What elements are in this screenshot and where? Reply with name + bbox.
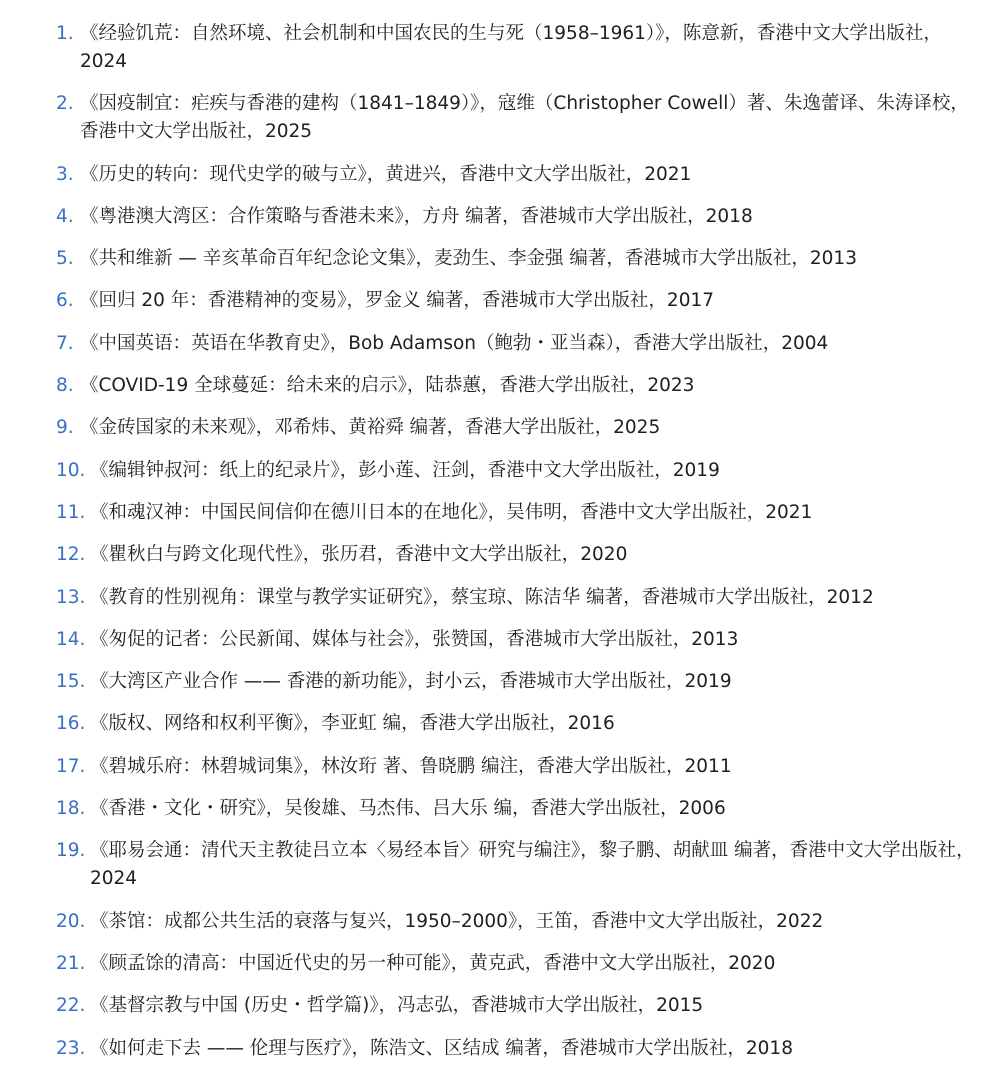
item-text: 《粤港澳大湾区：合作策略与香港未来》，方舟 编著，香港城市大学出版社，2018 (80, 205, 753, 227)
list-item (0, 626, 993, 654)
list-item (0, 668, 993, 696)
item-text: 《茶馆：成都公共生活的衰落与复兴，1950–2000》，王笛，香港中文大学出版社，2022 (90, 910, 824, 932)
item-text: 《瞿秋白与跨文化现代性》，张历君，香港中文大学出版社，2020 (90, 544, 628, 566)
item-text: 《COVID-19 全球蔓延：给未来的启示》，陆恭蕙，香港大学出版社，2023 (80, 375, 695, 397)
list-item (0, 457, 993, 485)
item-text: 《回归 20 年：香港精神的变易》，罗金义 编著，香港城市大学出版社，2017 (80, 290, 715, 312)
item-number: 14. (56, 628, 86, 650)
item-text: 《共和维新 — 辛亥革命百年纪念论文集》，麦劲生、李金强 编著，香港城市大学出版社，2013 (80, 248, 857, 270)
list-item (0, 795, 993, 823)
list-item (0, 203, 993, 231)
item-text: 《香港・文化・研究》，吴俊雄、马杰伟、吕大乐 编，香港大学出版社，2006 (90, 798, 726, 820)
item-number: 18. (56, 798, 86, 820)
item-text: 《和魂汉神：中国民间信仰在德川日本的在地化》，吴伟明，香港中文大学出版社，2021 (90, 501, 813, 523)
item-number: 2. (56, 93, 74, 115)
list-item (0, 90, 993, 146)
list-item (0, 330, 993, 358)
list-item (0, 584, 993, 612)
item-number: 4. (56, 205, 74, 227)
item-number: 16. (56, 713, 86, 735)
item-number: 7. (56, 332, 74, 354)
list-item (0, 908, 993, 936)
item-number: 10. (56, 459, 86, 481)
item-text: 《版权、网络和权利平衡》，李亚虹 编，香港大学出版社，2016 (90, 713, 615, 735)
item-text: 《因疫制宜：疟疾与香港的建构（1841–1849）》，寇维（Christopher Cowell）著、朱逸蕾译、朱涛译校，香港中文大学出版社，2025 (80, 93, 969, 143)
item-number: 23. (56, 1037, 86, 1059)
list-item (0, 20, 993, 76)
item-number: 11. (56, 501, 86, 523)
list-item (0, 541, 993, 569)
item-number: 9. (56, 417, 74, 439)
item-number: 6. (56, 290, 74, 312)
list-item (0, 372, 993, 400)
item-number: 19. (56, 840, 86, 862)
item-number: 15. (56, 671, 86, 693)
list-item (0, 837, 993, 893)
item-number: 3. (56, 163, 74, 185)
list-item (0, 245, 993, 273)
item-text: 《碧城乐府：林碧城词集》，林汝珩 著、鲁晓鹏 编注，香港大学出版社，2011 (90, 755, 732, 777)
item-text: 《中国英语：英语在华教育史》，Bob Adamson（鲍勃・亚当森），香港大学出版社，2004 (80, 332, 829, 354)
list-item (0, 287, 993, 315)
item-text: 《经验饥荒：自然环境、社会机制和中国农民的生与死（1958–1961）》，陈意新，香港中文大学出版社，2024 (80, 23, 942, 72)
item-number: 8. (56, 375, 74, 397)
list-item (0, 1035, 993, 1063)
item-number: 21. (56, 952, 86, 974)
list-item (0, 753, 993, 781)
item-text: 《历史的转向：现代史学的破与立》，黄进兴，香港中文大学出版社，2021 (80, 163, 692, 185)
item-number: 17. (56, 755, 86, 777)
item-number: 20. (56, 910, 86, 932)
item-text: 《大湾区产业合作 —— 香港的新功能》，封小云，香港城市大学出版社，2019 (90, 671, 732, 693)
list-item (0, 161, 993, 189)
list-item (0, 414, 993, 442)
item-text: 《如何走下去 —— 伦理与医疗》，陈浩文、区结成 编著，香港城市大学出版社，2018 (90, 1037, 793, 1059)
item-number: 13. (56, 586, 86, 608)
item-text: 《顾孟馀的清高：中国近代史的另一种可能》，黄克武，香港中文大学出版社，2020 (90, 952, 776, 974)
list-item (0, 710, 993, 738)
item-number: 22. (56, 995, 86, 1017)
list-item (0, 992, 993, 1020)
item-text: 《基督宗教与中国 (历史・哲学篇)》，冯志弘，香港城市大学出版社，2015 (90, 995, 704, 1017)
list-item (0, 950, 993, 978)
item-number: 1. (56, 23, 74, 44)
item-text: 《金砖国家的未来观》，邓希炜、黄裕舜 编著，香港大学出版社，2025 (80, 417, 661, 439)
list-item (0, 499, 993, 527)
item-number: 12. (56, 544, 86, 566)
item-text: 《耶易会通：清代天主教徒吕立本〈易经本旨〉研究与编注》，黎子鹏、胡献皿 编著，香港中文大学出版社，2024 (90, 840, 975, 890)
item-text: 《编辑钟叔河：纸上的纪录片》，彭小莲、汪剑，香港中文大学出版社，2019 (90, 459, 720, 481)
item-text: 《教育的性别视角：课堂与教学实证研究》，蔡宝琼、陈洁华 编著，香港城市大学出版社，2012 (90, 586, 874, 608)
item-text: 《匆促的记者：公民新闻、媒体与社会》，张赞国，香港城市大学出版社，2013 (90, 628, 739, 650)
item-number: 5. (56, 248, 74, 270)
